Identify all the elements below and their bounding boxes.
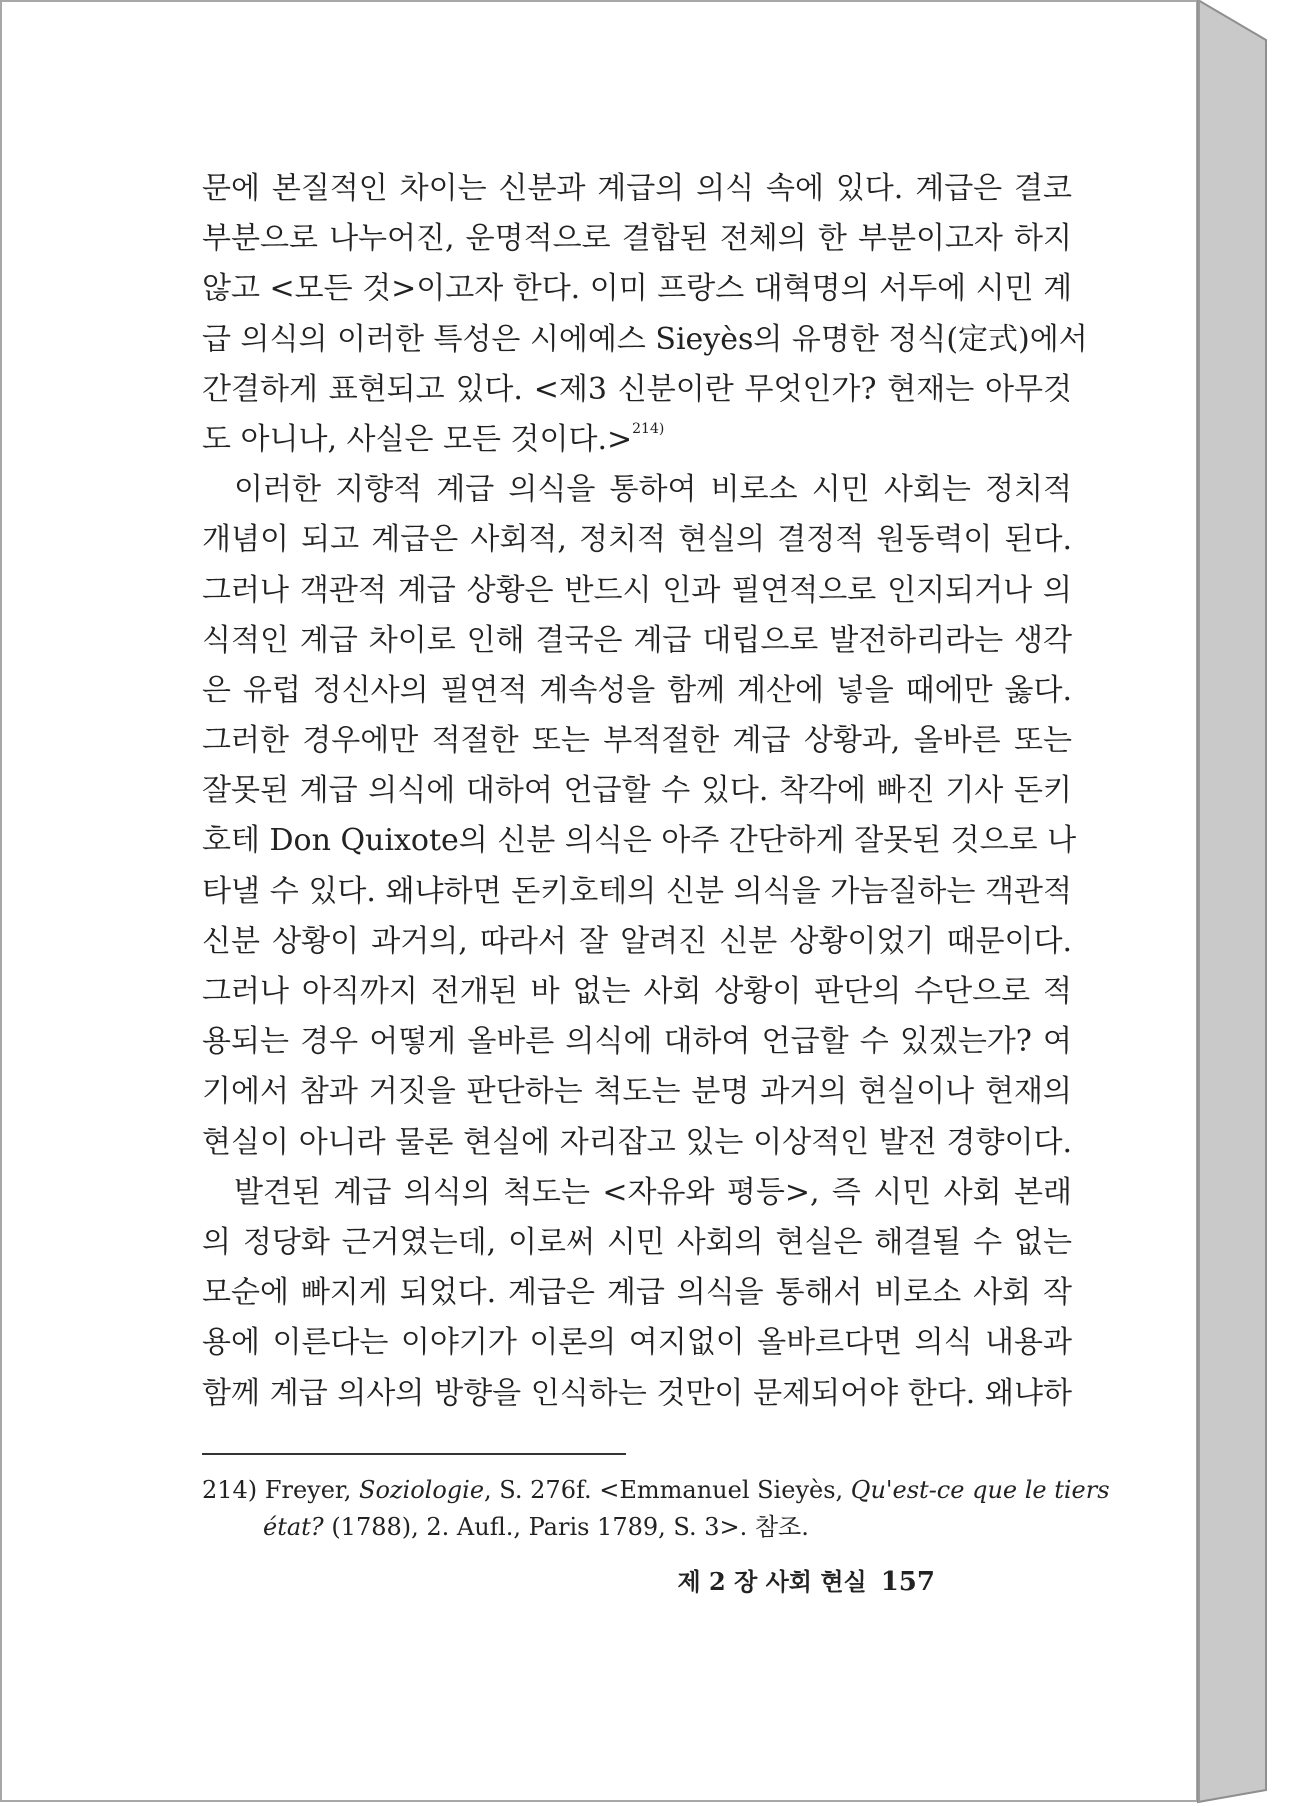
text-line: 그러나 아직까지 전개된 바 없는 사회 상황이 판단의 수단으로 적: [202, 974, 1072, 1009]
text-line: 이러한 지향적 계급 의식을 통하여 비로소 시민 사회는 정치적: [234, 472, 1072, 508]
text-line: 그러한 경우에만 적절한 또는 부적절한 계급 상황과, 올바른 또는: [202, 723, 1072, 759]
text-line: 호테 Don Quixote의 신분 의식은 아주 간단하게 잘못된 것으로 나: [202, 823, 1077, 859]
text-line: 현실이 아니라 물론 현실에 자리잡고 있는 이상적인 발전 경향이다.: [202, 1124, 1072, 1160]
main-text: [202, 164, 1088, 1419]
text-line: 모순에 빠지게 되었다. 계급은 계급 의식을 통해서 비로소 사회 작: [202, 1275, 1072, 1311]
page-number: 157: [880, 1567, 935, 1597]
footnote-number: 214): [202, 1476, 258, 1504]
text-line: 함께 계급 의사의 방향을 인식하는 것만이 문제되어야 한다. 왜냐하: [202, 1375, 1072, 1411]
footnote-work-title: Qu'est-ce que le tiers: [850, 1476, 1110, 1504]
footnote-work-title: Soziologie: [359, 1476, 485, 1504]
text-line: 문에 본질적인 차이는 신분과 계급의 의식 속에 있다. 계급은 결코: [202, 171, 1072, 206]
text-line: 발견된 계급 의식의 척도는 <자유와 평등>, 즉 시민 사회 본래: [234, 1174, 1072, 1210]
text-line: 은 유럽 정신사의 필연적 계속성을 함께 계산에 넣을 때에만 옳다.: [202, 672, 1072, 708]
footnote-reference-text: , S. 276f. <Emmanuel Sieyès,: [484, 1476, 844, 1504]
text-line: 용에 이른다는 이야기가 이론의 여지없이 올바르다면 의식 내용과: [202, 1325, 1072, 1361]
text-line: 그러나 객관적 계급 상황은 반드시 인과 필연적으로 인지되거나 의: [202, 572, 1072, 608]
text-line: 않고 <모든 것>이고자 한다. 이미 프랑스 대혁명의 서두에 시민 계: [202, 271, 1073, 307]
footnote-reference[interactable]: 214): [632, 420, 665, 437]
footer-text: [677, 1562, 935, 1597]
footnote-divider: [202, 1453, 626, 1455]
text-line: 의 정당화 근거였는데, 이로써 시민 사회의 현실은 해결될 수 없는: [202, 1224, 1072, 1260]
text-line-with-footnote: [202, 415, 1072, 465]
footnote-author: Freyer,: [264, 1476, 352, 1504]
text-line: 용되는 경우 어떻게 올바른 의식에 대하여 언급할 수 있겠는가? 여: [202, 1024, 1072, 1060]
text-line: 개념이 되고 계급은 사회적, 정치적 현실의 결정적 원동력이 된다.: [202, 522, 1072, 558]
text-line: 간결하게 표현되고 있다. <제3 신분이란 무엇인가? 현재는 아무것: [202, 371, 1072, 407]
footnote-line: [202, 1472, 1110, 1509]
text-line: 잘못된 계급 의식에 대하여 언급할 수 있다. 착각에 빠진 기사 돈키: [202, 773, 1072, 809]
text-line: 신분 상황이 과거의, 따라서 잘 알려진 신분 상황이었기 때문이다.: [202, 923, 1072, 959]
footnote: [202, 1472, 1110, 1546]
text-line: 식적인 계급 차이로 인해 결국은 계급 대립으로 발전하리라는 생각: [202, 622, 1072, 658]
text-line: 타낼 수 있다. 왜냐하면 돈키호테의 신분 의식을 가늠질하는 객관적: [202, 873, 1072, 909]
footnote-work-title: état?: [263, 1513, 324, 1541]
text-line: 도 아니나, 사실은 모든 것이다.>: [202, 421, 633, 457]
footnote-reference-text: (1788), 2. Aufl., Paris 1789, S. 3>. 참조.: [331, 1513, 809, 1541]
chapter-title: 제 2 장 사회 현실: [677, 1567, 867, 1596]
text-line: 급 의식의 이러한 특성은 시에예스 Sieyès의 유명한 정식(定式)에서: [202, 321, 1088, 357]
text-line: 부분으로 나누어진, 운명적으로 결합된 전체의 한 부분이고자 하지: [202, 221, 1072, 257]
footnote-line: [202, 1509, 1072, 1546]
text-line: 기에서 참과 거짓을 판단하는 척도는 분명 과거의 현실이나 현재의: [202, 1074, 1072, 1110]
